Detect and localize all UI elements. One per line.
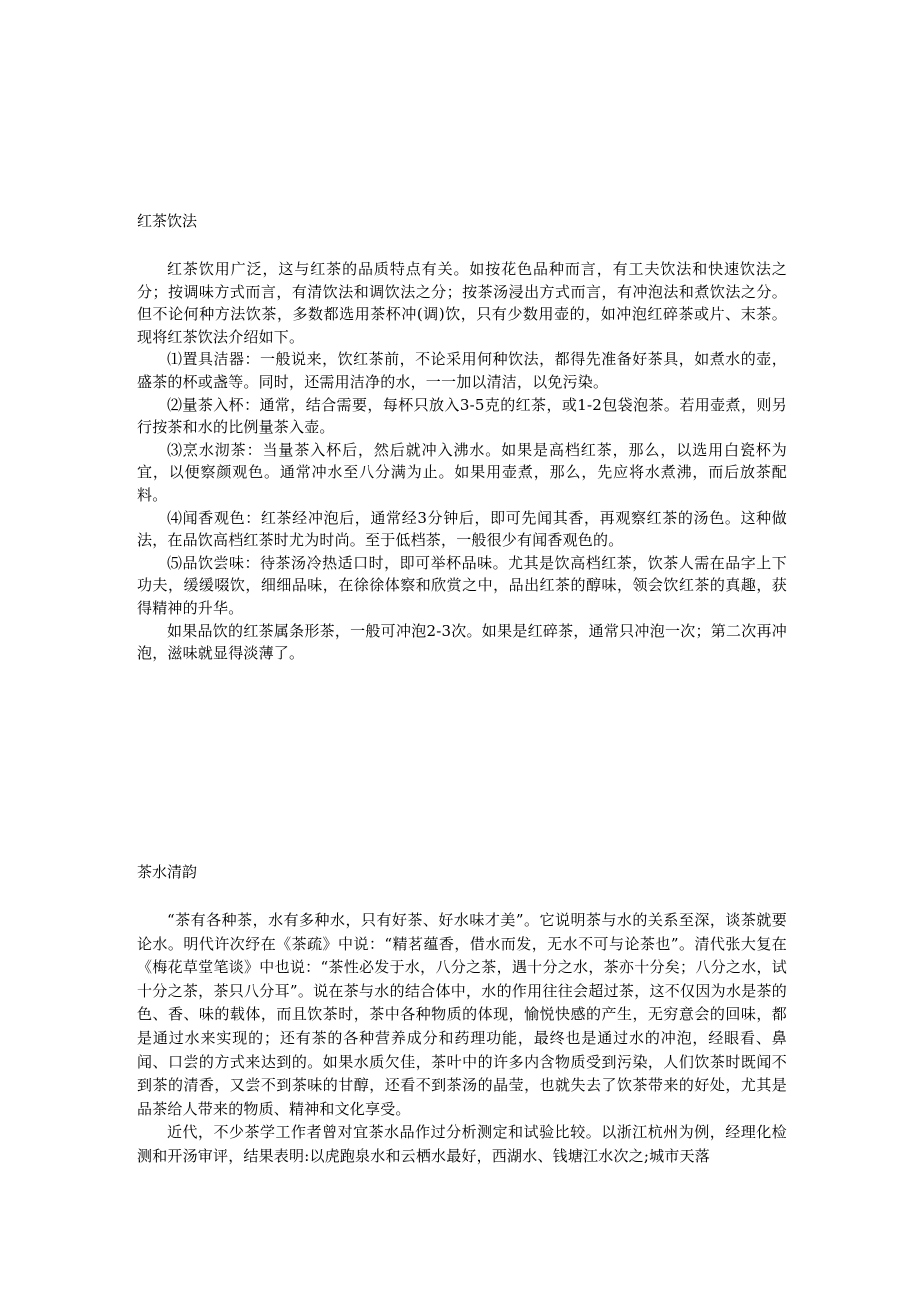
paragraph: ⑷闻香观色：红茶经冲泡后，通常经3分钟后，即可先闻其香，再观察红茶的汤色。这种做法，在品饮高档红茶时尤为时尚。至于低档茶，一般很少有闻香观色的。 — [137, 508, 787, 550]
paragraph: 红茶饮用广泛，这与红茶的品质特点有关。如按花色品种而言，有工夫饮法和快速饮法之分；按调味方式而言，有清饮法和调饮法之分；按茶汤浸出方式而言，有冲泡法和煮饮法之分。但不论何种方法饮茶，多数都选用茶杯冲(调)饮，只有少数用壶的，如冲泡红碎茶或片、末茶。现将红茶饮法介绍如下。 — [137, 260, 787, 346]
paragraph: ⑶烹水沏茶：当量茶入杯后，然后就冲入沸水。如果是高档红茶，那么，以选用白瓷杯为宜，以便察颜观色。通常冲水至八分满为止。如果用壶煮，那么，先应将水煮沸，而后放茶配料。 — [137, 440, 787, 504]
paragraph: ⑵量茶入杯：通常，结合需要，每杯只放入3-5克的红茶，或1-2包袋泡茶。若用壶煮，则另行按茶和水的比例量茶入壶。 — [137, 395, 787, 437]
paragraph: “茶有各种茶，水有多种水，只有好茶、好水味才美”。它说明茶与水的关系至深，谈茶就要论水。明代许次纾在《茶疏》中说：“精茗蕴香，借水而发，无水不可与论茶也”。清代张大复在《梅花草堂笔谈》中也说：“茶性必发于水，八分之茶，遇十分之水，茶亦十分矣；八分之水，试十分之茶，茶只八分耳”。说在茶与水的结合体中，水的作用往往会超过茶，这不仅因为水是茶的色、香、味的载体，而且饮茶时，茶中各种物质的体现，愉悦快感的产生，无穷意会的回味，都是通过水来实现的；还有茶的各种营养成分和药理功能，最终也是通过水的冲泡，经眼看、鼻闻、口尝的方式来达到的。如果水质欠佳，茶叶中的许多内含物质受到污染，人们饮茶时既闻不到茶的清香，又尝不到茶味的甘醇，还看不到茶汤的晶莹，也就失去了饮茶带来的好处，尤其是品茶给人带来的物质、精神和文化享受。 — [137, 911, 787, 1118]
section-title: 红茶饮法 — [137, 212, 198, 230]
paragraph: ⑸品饮尝味：待茶汤冷热适口时，即可举杯品味。尤其是饮高档红茶，饮茶人需在品字上下功夫，缓缓啜饮，细细品味，在徐徐体察和欣赏之中，品出红茶的醇味，领会饮红茶的真趣，获得精神的升华。 — [137, 553, 787, 617]
paragraph: 如果品饮的红茶属条形茶，一般可冲泡2-3次。如果是红碎茶，通常只冲泡一次；第二次再冲泡，滋味就显得淡薄了。 — [137, 621, 787, 663]
section-tea-and-water — [137, 861, 787, 1169]
paragraph: ⑴置具洁器：一般说来，饮红茶前，不论采用何种饮法，都得先准备好茶具，如煮水的壶，盛茶的杯或盏等。同时，还需用洁净的水，一一加以清洁，以免污染。 — [137, 350, 787, 391]
section-black-tea-drinking — [137, 210, 787, 665]
paragraph: 近代，不少茶学工作者曾对宜茶水品作过分析测定和试验比较。以浙江杭州为例，经理化检测和开汤审评，结果表明:以虎跑泉水和云栖水最好，西湖水、钱塘江水次之;城市天落 — [137, 1123, 787, 1165]
section-title: 茶水清韵 — [137, 863, 198, 881]
